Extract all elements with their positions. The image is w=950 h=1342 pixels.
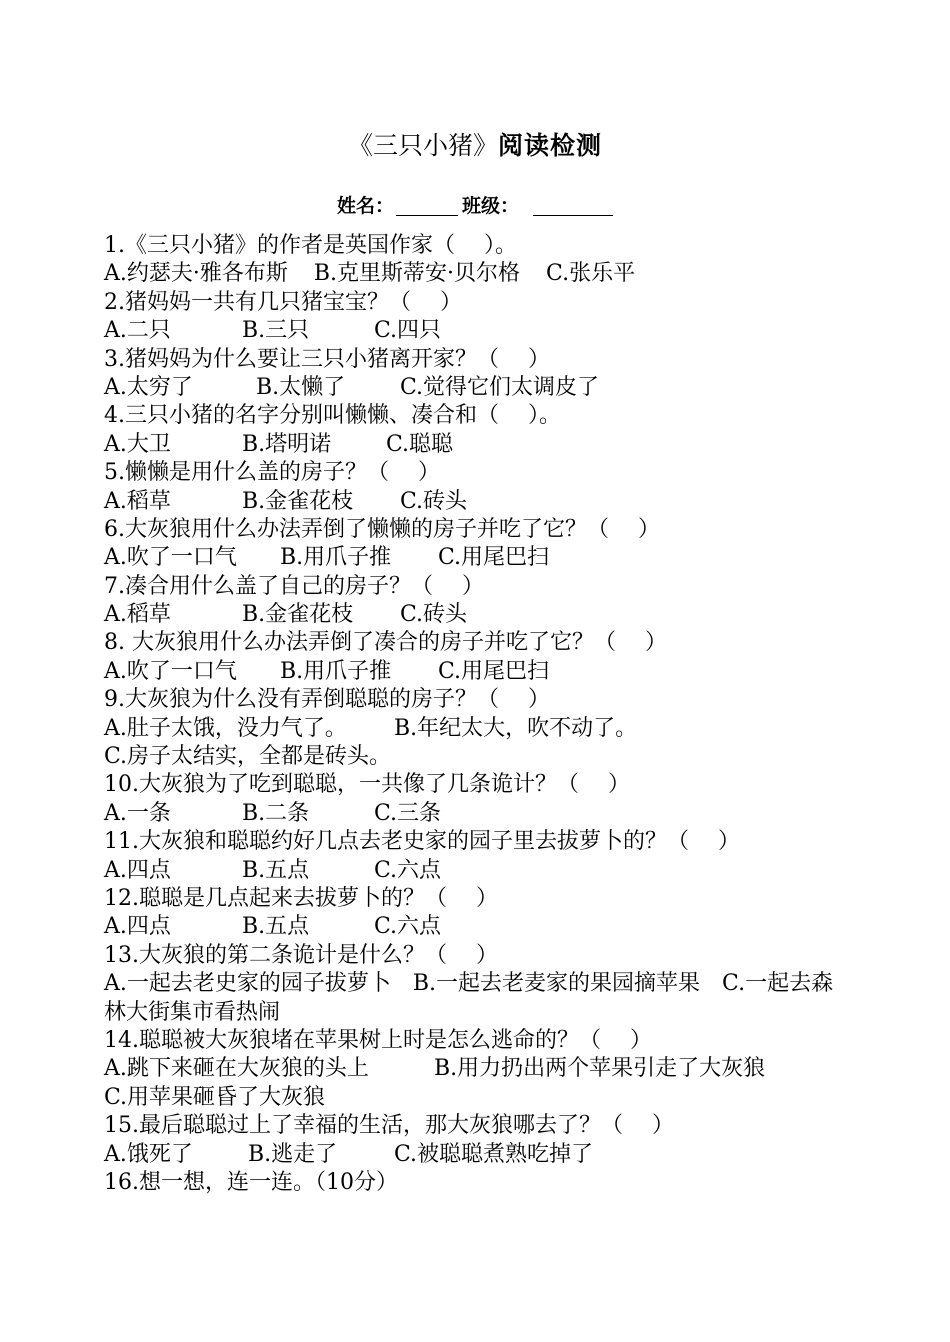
option-1c: C.张乐平 [546, 261, 636, 287]
option-9b: B.年纪太大，吹不动了。 [394, 715, 638, 741]
option-11b: B.五点 [242, 857, 310, 883]
question-2: 2.猪妈妈一共有几只猪宝宝？（ ） [104, 289, 462, 315]
option-8c: C.用尾巴扫 [438, 658, 550, 684]
option-15c: C.被聪聪煮熟吃掉了 [394, 1141, 594, 1167]
question-5: 5.懒懒是用什么盖的房子？（ ） [104, 460, 440, 486]
options-8 [104, 658, 852, 686]
options-4 [104, 431, 852, 459]
option-10a: A.一条 [104, 800, 171, 826]
title-suffix: 阅读检测 [498, 131, 603, 160]
option-1b: B.克里斯蒂安·贝尔格 [313, 261, 521, 287]
option-1a: A.约瑟夫·雅各布斯 [104, 261, 288, 287]
option-4c: C.聪聪 [386, 431, 454, 457]
name-blank[interactable] [396, 195, 458, 216]
question-15: 15.最后聪聪过上了幸福的生活，那大灰狼哪去了？（ ） [104, 1113, 674, 1139]
option-3c: C.觉得它们太调皮了 [400, 374, 600, 400]
question-11: 11.大灰狼和聪聪约好几点去老史家的园子里去拔萝卜的？（ ） [104, 829, 740, 855]
option-3a: A.太穷了 [104, 374, 193, 400]
option-15b: B.逃走了 [248, 1141, 338, 1167]
question-4: 4.三只小猪的名字分别叫懒懒、凑合和（ ）。 [104, 403, 561, 429]
options-13: A.一起去老史家的园子拔萝卜 B.一起去老麦家的果园摘苹果 C.一起去森林大街集市看热闹 [104, 971, 834, 1025]
class-label: 班级： [462, 195, 520, 217]
question-12: 12.聪聪是几点起来去拔萝卜的？（ ） [104, 885, 498, 911]
options-6 [104, 544, 852, 572]
option-9c: C.房子太结实，全都是砖头。 [104, 744, 392, 770]
option-15a: A.饿死了 [104, 1141, 193, 1167]
option-4a: A.大卫 [104, 431, 171, 457]
option-8b: B.用爪子推 [280, 658, 392, 684]
options-14-line1 [104, 1055, 852, 1083]
option-6b: B.用爪子推 [280, 545, 392, 571]
options-7 [104, 601, 852, 629]
options-15 [104, 1141, 852, 1169]
page-title [0, 128, 950, 164]
option-6a: A.吹了一口气 [104, 545, 237, 571]
question-16: 16.想一想，连一连。（10分） [104, 1169, 398, 1195]
options-1 [104, 260, 852, 288]
option-6c: C.用尾巴扫 [438, 545, 550, 571]
option-10c: C.三条 [374, 800, 442, 826]
option-14a: A.跳下来砸在大灰狼的头上 [104, 1056, 369, 1082]
option-5c: C.砖头 [400, 488, 468, 514]
options-12 [104, 913, 852, 941]
question-6: 6.大灰狼用什么办法弄倒了懒懒的房子并吃了它？（ ） [104, 516, 660, 542]
student-info-line [0, 192, 950, 220]
options-5 [104, 488, 852, 516]
question-9: 9.大灰狼为什么没有弄倒聪聪的房子？（ ） [104, 687, 550, 713]
options-10 [104, 800, 852, 828]
question-3: 3.猪妈妈为什么要让三只小猪离开家？（ ） [104, 346, 550, 372]
options-3 [104, 374, 852, 402]
question-7: 7.凑合用什么盖了自己的房子？（ ） [104, 573, 484, 599]
class-blank[interactable] [533, 195, 613, 216]
option-2b: B.三只 [242, 318, 310, 344]
option-7b: B.金雀花枝 [242, 602, 354, 628]
option-12c: C.六点 [374, 914, 442, 940]
option-5a: A.稻草 [104, 488, 171, 514]
option-10b: B.二条 [242, 800, 310, 826]
option-3b: B.太懒了 [256, 374, 346, 400]
question-1: 1.《三只小猪》的作者是英国作家（ ）。 [104, 233, 517, 258]
option-12a: A.四点 [104, 914, 171, 940]
question-list [104, 232, 852, 1197]
question-13: 13.大灰狼的第二条诡计是什么？（ ） [104, 942, 498, 968]
option-9a: A.肚子太饿，没力气了。 [104, 715, 347, 741]
option-2c: C.四只 [374, 318, 442, 344]
options-11 [104, 857, 852, 885]
option-4b: B.塔明诺 [242, 431, 332, 457]
title-book: 《三只小猪》 [347, 131, 498, 160]
option-7c: C.砖头 [400, 602, 468, 628]
question-14: 14.聪聪被大灰狼堵在苹果树上时是怎么逃命的？（ ） [104, 1027, 652, 1053]
question-8: 8. 大灰狼用什么办法弄倒了凑合的房子并吃了它？（ ） [104, 630, 667, 656]
option-11c: C.六点 [374, 857, 442, 883]
option-11a: A.四点 [104, 857, 171, 883]
option-8a: A.吹了一口气 [104, 658, 237, 684]
option-14b: B.用力扔出两个苹果引走了大灰狼 [434, 1056, 766, 1082]
options-2 [104, 317, 852, 345]
option-14c: C.用苹果砸昏了大灰狼 [104, 1084, 326, 1110]
option-12b: B.五点 [242, 914, 310, 940]
option-5b: B.金雀花枝 [242, 488, 354, 514]
name-label: 姓名： [336, 195, 394, 217]
options-9-line1 [104, 715, 852, 743]
option-7a: A.稻草 [104, 602, 171, 628]
question-10: 10.大灰狼为了吃到聪聪，一共像了几条诡计？（ ） [104, 772, 630, 798]
option-2a: A.二只 [104, 318, 171, 344]
